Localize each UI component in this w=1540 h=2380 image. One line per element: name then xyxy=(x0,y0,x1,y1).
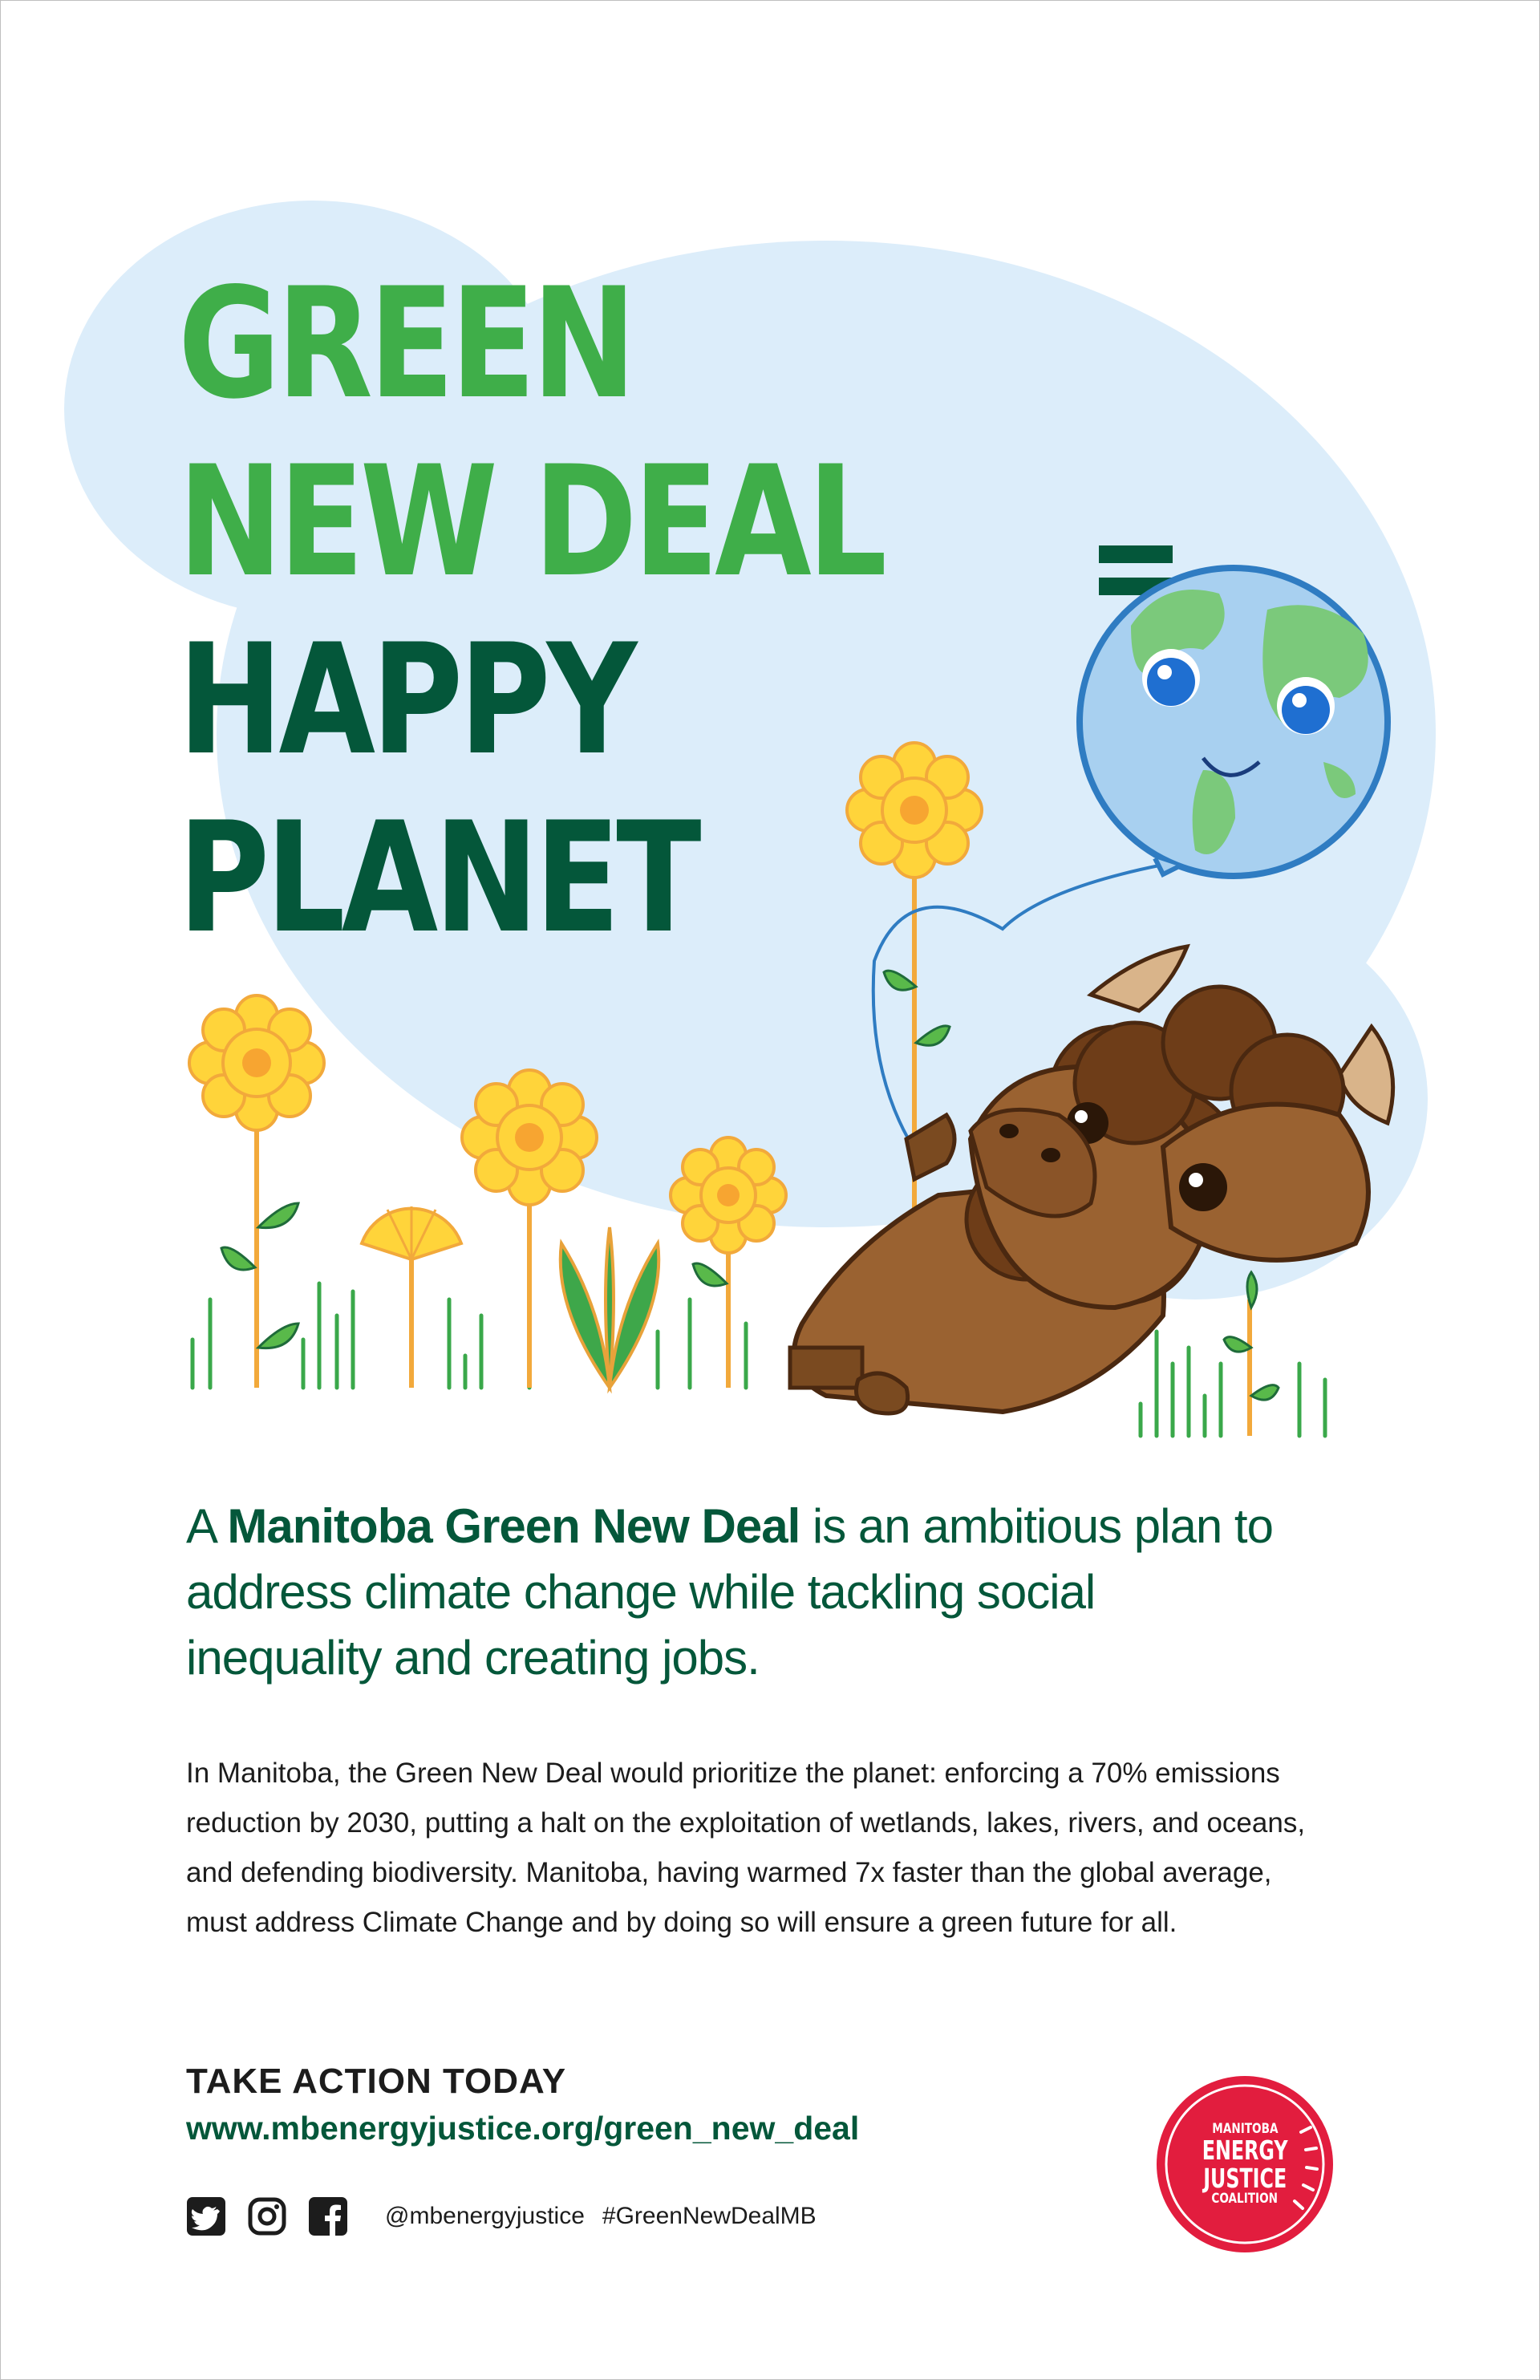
lead-paragraph xyxy=(186,1494,1293,1691)
earth-balloon xyxy=(1080,568,1388,876)
coalition-logo xyxy=(1157,2076,1333,2252)
lead-prefix: A xyxy=(186,1499,228,1553)
logo-line-3: JUSTICE xyxy=(1203,2163,1287,2194)
headline-line-green: GREEN xyxy=(178,255,633,432)
flower xyxy=(189,995,324,1130)
headline-line-happy: HAPPY xyxy=(178,611,634,789)
cta-title: TAKE ACTION TODAY xyxy=(186,2062,567,2101)
body-paragraph: In Manitoba, the Green New Deal would prioritize the planet: enforcing a 70% emissions reduction by 2030, putting a halt on the exploitation of wetlands, lakes, rivers, and oceans, and defending biodiversity. Manitoba, having warmed 7x faster than the global average, must address Climate Change and by doing so will ensure a green future for all. xyxy=(186,1758,1306,1938)
lead-emphasis: Manitoba Green New Deal xyxy=(227,1499,800,1553)
headline-line-new-deal: NEW DEAL xyxy=(178,433,884,610)
logo-line-1: MANITOBA xyxy=(1211,2121,1279,2137)
leafy-plant xyxy=(561,1227,659,1388)
hashtag: #GreenNewDealMB xyxy=(602,2203,817,2229)
twitter-icon[interactable] xyxy=(186,2196,226,2236)
logo-line-4: COALITION xyxy=(1211,2191,1279,2207)
flower xyxy=(462,1070,597,1205)
logo-line-2: ENERGY xyxy=(1202,2135,1288,2166)
flower-fan xyxy=(362,1206,461,1259)
lead-suffix: is an ambitious plan to address climate change while tackling social inequality and creating jobs. xyxy=(186,1499,1273,1685)
flower xyxy=(847,743,982,878)
flower xyxy=(671,1137,786,1253)
website-link[interactable]: www.mbenergyjustice.org/green_new_deal xyxy=(186,2110,860,2147)
social-handle: @mbenergyjustice xyxy=(385,2203,585,2229)
social-row xyxy=(186,2196,817,2236)
bison-mascot xyxy=(790,947,1393,1413)
headline-line-planet: PLANET xyxy=(178,789,698,967)
facebook-icon[interactable] xyxy=(308,2196,348,2236)
instagram-icon[interactable] xyxy=(247,2196,287,2236)
